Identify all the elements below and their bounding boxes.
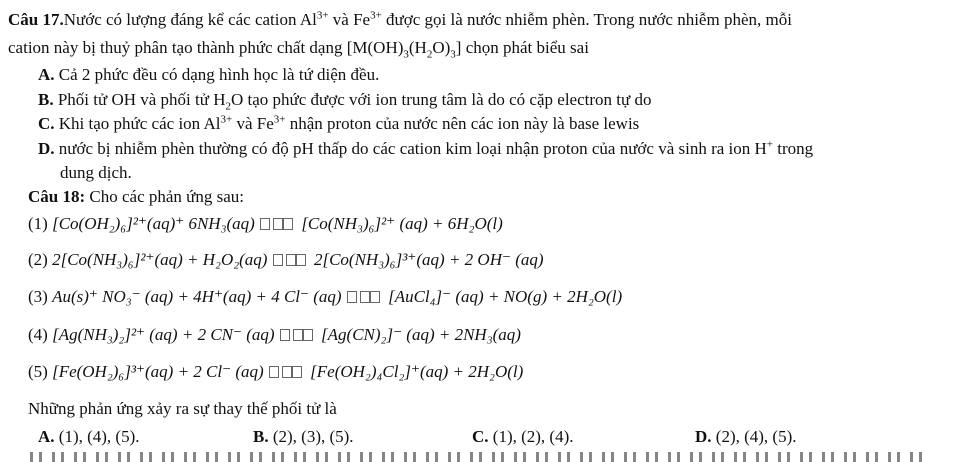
equilibrium-arrow-icon: [360, 291, 380, 303]
missing-glyph-icon: [280, 329, 290, 341]
reaction-5: (5) [Fe(OH₂)₆]³⁺(aq) + 2 Cl⁻ (aq) [Fe(OH₂)₄Cl₂]⁺(aq) + 2H₂O(l): [28, 362, 524, 381]
missing-glyph-icon: [269, 366, 279, 378]
q18-answer-a: A. (1), (4), (5).: [38, 427, 140, 446]
q17-option-a: A. Cả 2 phức đều có dạng hình học là tứ diện đều.: [38, 65, 380, 84]
missing-glyph-icon: [347, 291, 357, 303]
q18-answer-d: D. (2), (4), (5).: [695, 427, 797, 446]
equilibrium-arrow-icon: [273, 218, 293, 230]
q17-option-b: B. Phối tử OH và phối tử $H_2O$ tạo phức được với ion trung tâm là do có cặp electron tự do: [38, 90, 652, 113]
q18-answer-c: C. (1), (2), (4).: [472, 427, 574, 446]
q17-option-d: D. nước bị nhiễm phèn thường có độ pH thấp do các cation kim loại nhận proton của nước và sinh ra ion H+ trong: [38, 138, 814, 158]
reaction-1: (1) [Co(OH₂)₆]²⁺(aq)⁺ 6NH₃(aq) [Co(NH₃)₆]²⁺ (aq) + 6H₂O(l): [28, 214, 503, 233]
q18-stem: Câu 18: Cho các phản ứng sau:: [28, 187, 245, 206]
q17-option-c: C. Khi tạo phức các ion $Al^{3+}$ và $Fe^{3+}$ nhận proton của nước nên các ion này là base lewis: [38, 113, 640, 133]
equilibrium-arrow-icon: [282, 366, 302, 378]
q17-stem-line2: cation này bị thuỷ phân tạo thành phức chất dạng $[M(OH)_3(H_2O)_3]$ chọn phát biểu sai: [8, 38, 589, 61]
q17-option-d-cont: dung dịch.: [60, 163, 132, 182]
reaction-2: (2) 2[Co(NH₃)₆]²⁺(aq) + H₂O₂(aq) 2[Co(NH₃)₆]³⁺(aq) + 2 OH⁻ (aq): [28, 250, 544, 269]
missing-glyph-icon: [273, 254, 283, 266]
reaction-4: (4) [Ag(NH₃)₂]²⁺ (aq) + 2 CN⁻ (aq) [Ag(CN)₂]⁻ (aq) + 2NH₃(aq): [28, 325, 521, 344]
q17-stem-line1: Câu 17.Nước có lượng đáng kể các cation $Al^{3+}$ và $Fe^{3+}$ được gọi là nước nhiễm phèn. Trong nước nhiễm phèn, mỗi: [8, 9, 792, 29]
reaction-3: (3) Au(s)⁺ NO₃⁻ (aq) + 4H⁺(aq) + 4 Cl⁻ (aq) [AuCl₄]⁻ (aq) + NO(g) + 2H₂O(l): [28, 287, 623, 306]
equilibrium-arrow-icon: [286, 254, 306, 266]
q18-label: Câu 18:: [28, 187, 86, 206]
q17-label: Câu 17.: [8, 10, 64, 29]
missing-glyph-icon: [260, 218, 270, 230]
equilibrium-arrow-icon: [293, 329, 313, 341]
q18-answer-b: B. (2), (3), (5).: [253, 427, 354, 446]
q18-question: Những phản ứng xảy ra sự thay thế phối tử là: [28, 399, 337, 418]
